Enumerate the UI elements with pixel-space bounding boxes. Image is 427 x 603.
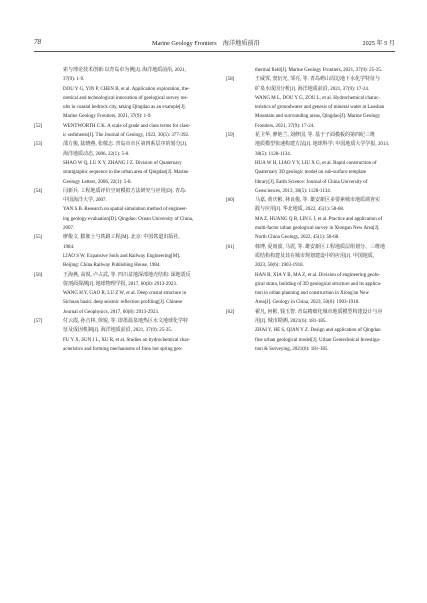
- reference-line: Area[J]. Geology in China, 2023, 50(6): 1903-1918.: [255, 300, 360, 306]
- reference-line: 用[J]. 城市勘测, 2021(6): 181-185.: [255, 319, 327, 325]
- reference-entry: [226, 196, 395, 242]
- reference-line: 2023, 50(6): 1903-1918.: [255, 263, 304, 269]
- reference-line: Marine Geology Frontiers, 2021, 37(9): 1-9.: [63, 114, 152, 120]
- reference-line: stratigraphic sequence in the urban area of Qingdao[J]. Marine: [63, 170, 189, 176]
- reference-line: Beijing: China Railway Publishing House, 1984.: [63, 263, 161, 269]
- reference-entry: [34, 233, 210, 270]
- reference-line: Geosciences, 2013, 38(5): 1128-1134.: [255, 188, 332, 194]
- reference-line: 中国海洋大学, 2007.: [63, 198, 107, 204]
- reference-line: teristics of groundwater and genesis of mineral water at Laoshan: [255, 105, 385, 111]
- reference-entry: [226, 308, 395, 354]
- reference-entry: [34, 122, 210, 141]
- reference-line: tion in urban planning and construction in Xiong'an New: [255, 291, 369, 297]
- reference-entry: [34, 271, 210, 317]
- reference-line: Journal of Geophysics, 2017, 60(8): 2913-2923.: [63, 309, 160, 315]
- reference-line: 射剖面探测[J]. 地球物理学报, 2017, 60(8): 2913-2923.: [63, 281, 178, 287]
- reference-line: Frontiers, 2021, 37(9): 17-24.: [255, 123, 315, 129]
- reference-number: [59]: [226, 133, 235, 139]
- reference-line: HAN B, XIA Y B, MA Z, et al. Division of engineering geolo-: [255, 272, 381, 278]
- reference-line: 索与理论技术创新:以青岛市为例[J]. 海洋地质前沿, 2021,: [63, 68, 186, 73]
- reference-line: library[J]. Earth Science: Journal of China University of: [255, 179, 368, 185]
- reference-line: MA Z, HUANG Q B, LIN L J, et al. Practice and application of: [255, 216, 383, 222]
- reference-line: 质结构构建及其在城市规划建设中的应用[J]. 中国地质,: [255, 253, 375, 259]
- reference-line: North China Geology, 2022, 45(1): 58-68.: [255, 235, 340, 241]
- reference-line: ing geology evaluation[D]. Qingdao: Ocean University of China,: [63, 216, 194, 222]
- reference-line: tion & Surveying, 2021(6): 181-185.: [255, 346, 329, 352]
- reference-line: 王威霁, 窦衍光, 邹亮, 等. 青岛崂山周边地下水化学特征与: [255, 77, 381, 83]
- reference-line: 1984.: [63, 244, 75, 250]
- reference-line: 闫新兵. 工程地质评价空间模拟方法研究与应用[D]. 青岛:: [63, 188, 187, 194]
- reference-line: 征及成因机制[J]. 海洋地质前沿, 2021, 37(9): 25-35.: [63, 328, 173, 334]
- reference-line: 花卫华, 廖艳兰, 刘修国, 等. 基于子面模板的第四纪三维: [255, 133, 376, 139]
- reference-line: ZHAI Y, HE S, QIAN Y Z. Design and application of Qingdao: [255, 328, 381, 334]
- reference-line: ic sediments[J]. The Journal of Geology, 1922, 30(5): 377-392.: [63, 133, 190, 139]
- reference-entry: [34, 140, 210, 186]
- page-header: [34, 38, 395, 50]
- reference-line: oretical and technological innovation of geological survey res-: [63, 95, 189, 101]
- reference-line: 王海燕, 高锐, 卢占武, 等. 四川盆地深部地壳结构: 深地震反: [63, 272, 191, 278]
- reference-line: DOU Y G, YIN P, CHEN B, et al. Application exploration, the-: [63, 86, 190, 92]
- reference-line: 海洋地质动态, 2006, 22(1): 5-8.: [63, 151, 130, 157]
- reference-line: 践与应用[J]. 华北地质, 2022, 45(1): 58-68.: [255, 207, 345, 213]
- reference-number: [57]: [34, 319, 43, 325]
- reference-line: Sichuan basin: deep seismic reflection profiling[J]. Chinese: [63, 300, 183, 306]
- journal-title: Marine Geology Frontiers 海洋地质前沿: [152, 40, 260, 47]
- reference-number: [56]: [34, 272, 43, 278]
- reference-number: [54]: [34, 188, 43, 194]
- reference-line: multi-factor urban geological survey in Xiongan New Area[J].: [255, 226, 380, 232]
- page-number: 78: [34, 38, 41, 46]
- reference-entry: [34, 66, 210, 122]
- reference-column-left: [34, 66, 210, 354]
- reference-line: Mountain and surrounding areas, Qingdao[J]. Marine Geology: [255, 114, 381, 120]
- reference-number: [58]: [226, 77, 235, 83]
- reference-entry: [226, 243, 395, 308]
- reference-line: gical strata, building of 3D geological structure and its applica-: [255, 281, 382, 287]
- reference-line: 马嘉, 黄庆彬, 林良俊, 等. 雄安新区多要素城市地质调查实: [255, 198, 381, 204]
- reference-entry: [34, 187, 210, 233]
- reference-line: WANG M L, DOU Y G, ZOU L, et al. Hydrochemical charac-: [255, 95, 381, 101]
- reference-line: 韩博, 夏雨波, 马震, 等. 雄安新区工程地质层组划分、三维地: [255, 244, 386, 250]
- reference-line: SHAO W Q, LU X Y, ZHANG J Z. Division of Quaternary: [63, 160, 182, 166]
- reference-line: 2007.: [63, 226, 75, 232]
- reference-line: WENTWORTH C K. A scale of grade and class terms for clast-: [63, 123, 191, 129]
- reference-line: 37(9): 1-9.: [63, 77, 85, 83]
- reference-line: WANG H Y, GAO R, LU Z W, et al. Deep crustal structure in: [63, 291, 187, 297]
- reference-number: [53]: [34, 142, 43, 148]
- reference-line: 38(5): 1128-1134.: [255, 151, 292, 157]
- reference-number: [62]: [226, 309, 235, 315]
- reference-number: [52]: [34, 123, 43, 129]
- reference-entry: [226, 75, 395, 131]
- reference-number: [60]: [226, 198, 235, 204]
- reference-line: FU Y X, SUN J L, XU R, et al. Studies on hydrochemical char-: [63, 337, 190, 343]
- reference-line: 付云霞, 孙吉林, 徐锐, 等. 即墨温泉地热区水文地球化学特: [63, 319, 189, 325]
- header-rule: [34, 51, 395, 52]
- reference-line: LIAO S W. Expansive Soils and Railway Engineering[M].: [63, 253, 181, 259]
- reference-number: [55]: [34, 235, 43, 241]
- reference-line: HUA W H, LIAO Y Y, LIU X G, et al. Rapid construction of: [255, 160, 377, 166]
- reference-line: thermal field[J]. Marine Geology Frontiers, 2021, 37(9): 25-35.: [255, 68, 383, 73]
- reference-line: 廖俊文. 膨胀土与铁路工程[M]. 北京: 中国铁道出版社,: [63, 235, 180, 241]
- reference-line: Quaternary 3D geologic model on sub-surface template: [255, 170, 367, 176]
- issue-date: 2025 年 5 月: [362, 40, 395, 47]
- reference-column-right: [226, 66, 395, 354]
- reference-line: fine urban geological model[J]. Urban Geotechnical Investiga-: [255, 337, 381, 343]
- reference-number: [61]: [226, 244, 235, 250]
- reference-line: ults in coastal bedrock city, taking Qingdao as an example[J].: [63, 105, 186, 111]
- reference-entry: [34, 317, 210, 354]
- reference-entry: [226, 66, 395, 75]
- reference-line: 地质模型快速构建方法[J]. 地球科学: 中国地质大学学报, 2013,: [255, 142, 390, 148]
- reference-entry: [226, 131, 395, 196]
- reference-line: YAN S B. Research on spatial simulation method of engineer-: [63, 207, 188, 213]
- reference-line: 翟凡, 何彬, 钱玉智. 青岛精细化城市地质模型构建设计与应: [255, 309, 383, 315]
- reference-line: 矿泉水成因分析[J]. 海洋地质前沿, 2021, 37(9): 17-24.: [255, 86, 370, 92]
- reference-line: 邵方俊, 陆晓燕, 张敬志. 青岛市市区第四系层序的划分[J].: [63, 142, 188, 148]
- reference-line: acteristics and forming mechanisms of Jimo hot spring geo-: [63, 346, 183, 352]
- reference-line: Geology Letters, 2006, 22(1): 5-8.: [63, 179, 132, 185]
